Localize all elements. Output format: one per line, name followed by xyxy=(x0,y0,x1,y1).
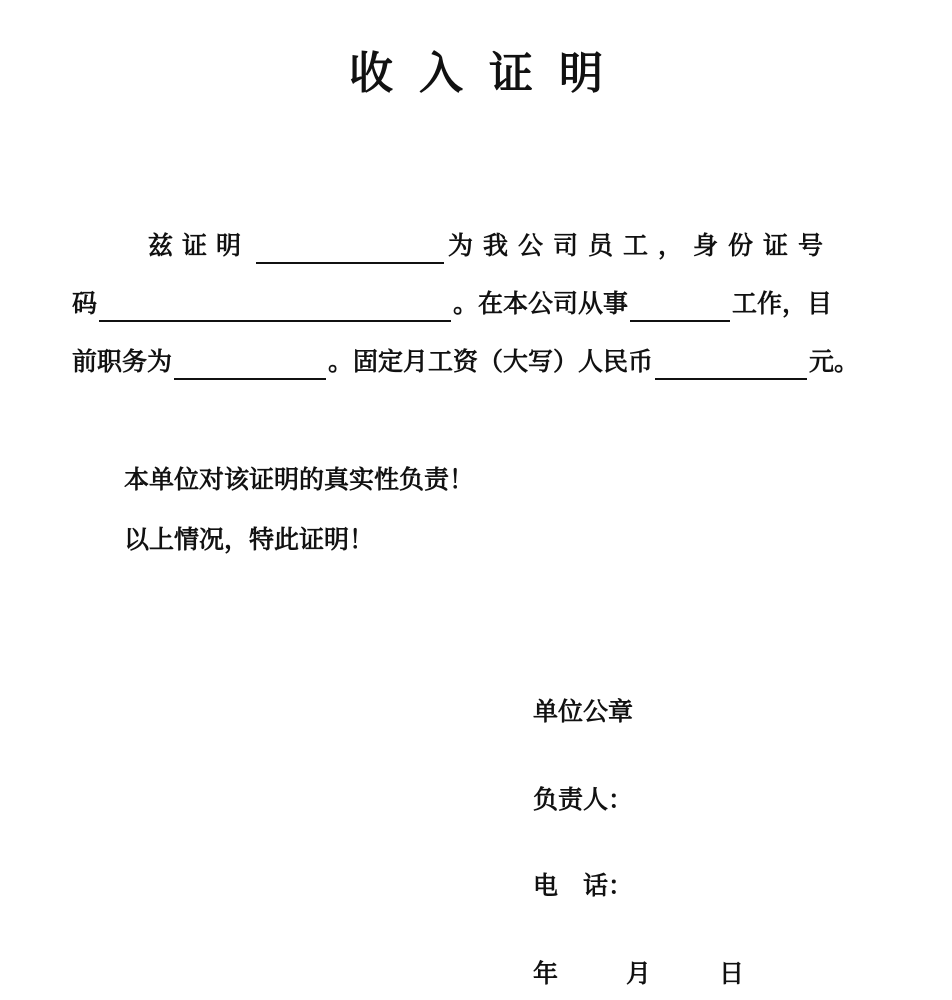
seal-label: 单位公章 xyxy=(533,697,634,726)
text-position: 前职务为 xyxy=(72,347,173,376)
text-monthly-salary: 。固定月工资（大写）人民币 xyxy=(328,347,654,376)
paragraph-line-2 xyxy=(72,286,832,322)
text-code: 码 xyxy=(72,289,98,318)
date-label: 年 月 日 xyxy=(533,959,751,988)
position-blank[interactable] xyxy=(174,348,326,380)
paragraph-line-3 xyxy=(72,344,859,380)
document-title: 收入证明 xyxy=(349,48,629,99)
id-number-blank[interactable] xyxy=(99,290,451,322)
salary-blank[interactable] xyxy=(655,348,807,380)
text-certify: 兹证明 xyxy=(148,231,251,260)
paragraph-line-1 xyxy=(148,228,833,264)
text-engaged-in: 。在本公司从事 xyxy=(453,289,629,318)
text-work: 工作，目 xyxy=(732,289,833,318)
text-employee-id: 为我公司员工，身份证号 xyxy=(448,231,834,260)
text-yuan: 元。 xyxy=(809,347,860,376)
responsible-person-label: 负责人： xyxy=(533,785,634,814)
employee-name-blank[interactable] xyxy=(256,232,444,264)
statement-certify: 以上情况，特此证明！ xyxy=(124,525,375,554)
phone-label: 电 话： xyxy=(533,871,634,900)
work-type-blank[interactable] xyxy=(630,290,730,322)
statement-responsibility: 本单位对该证明的真实性负责！ xyxy=(124,465,475,494)
